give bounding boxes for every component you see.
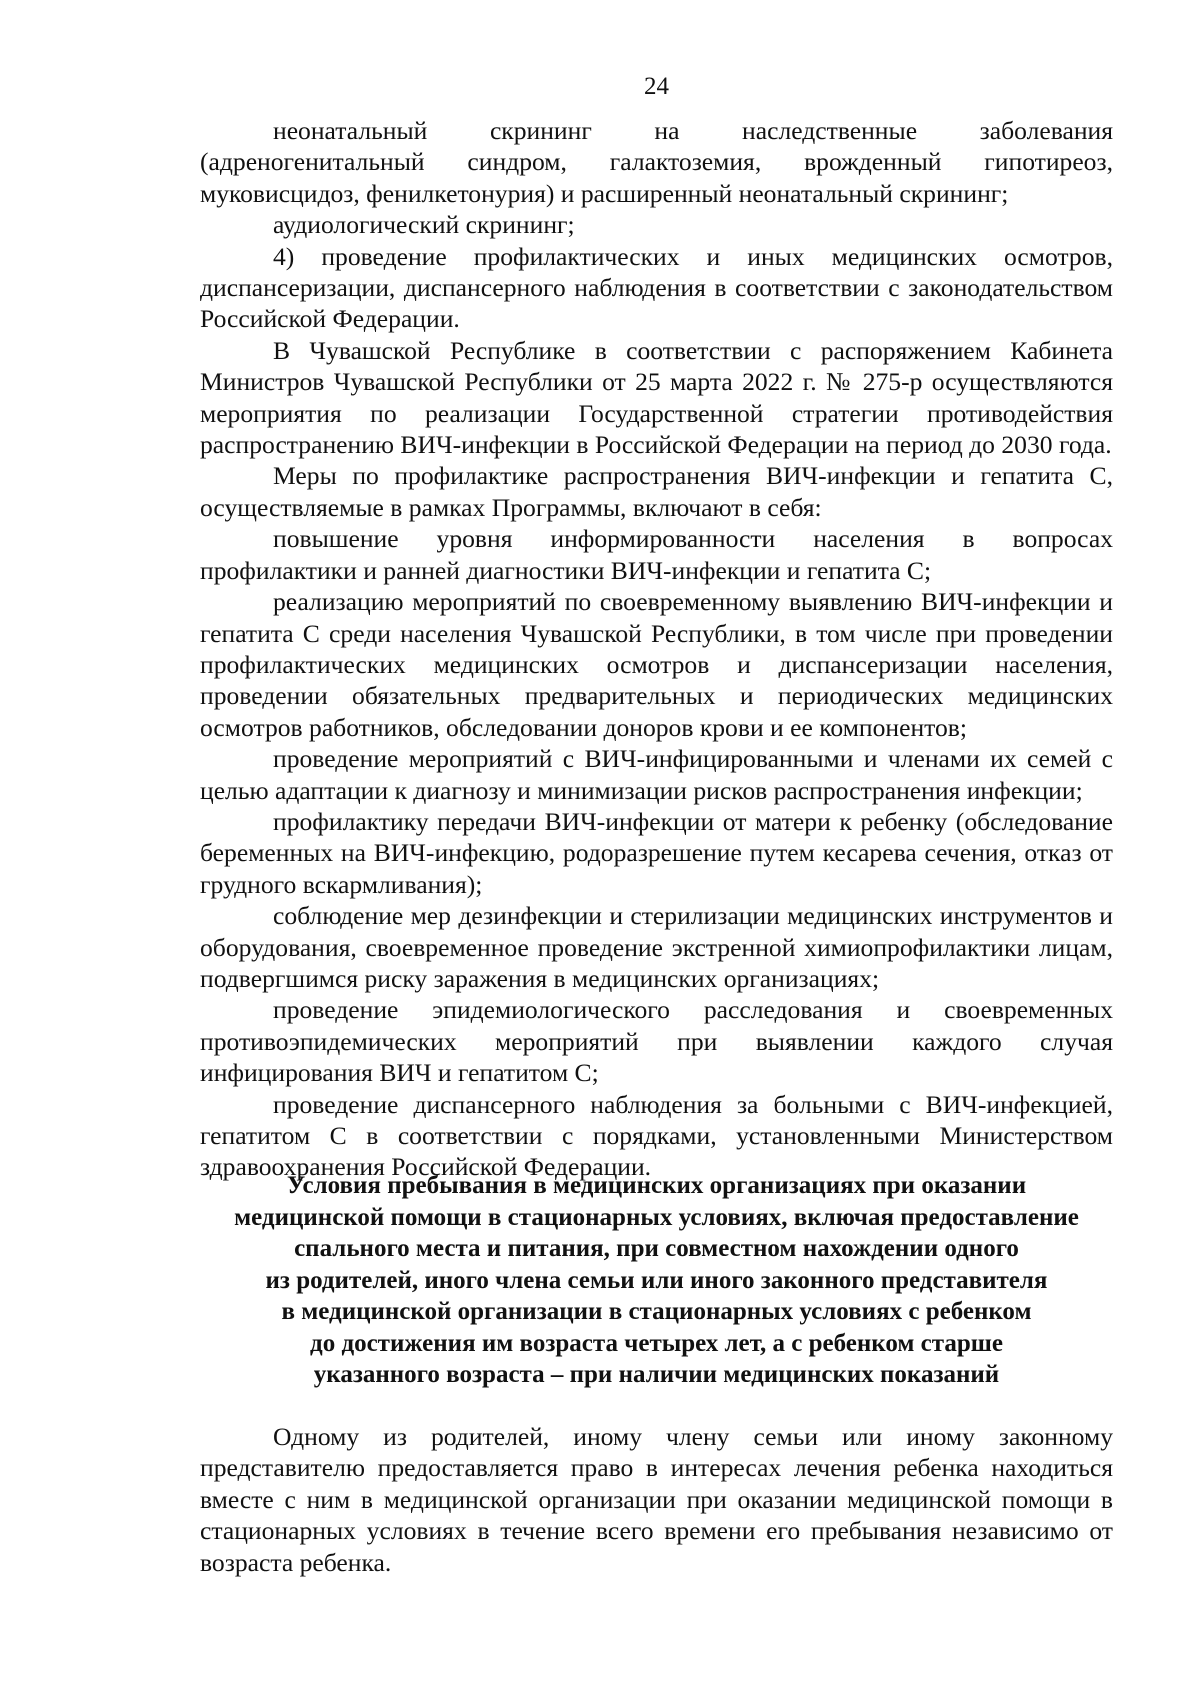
heading-line: спального места и питания, при совместном нахождении одного — [294, 1235, 1019, 1262]
paragraph: Меры по профилактике распространения ВИЧ-инфекции и гепатита С, осуществляемые в рамках Программы, включают в себя: — [200, 461, 1113, 522]
body-text — [200, 115, 1113, 1183]
paragraph: проведение эпидемиологического расследования и своевременных противоэпидемических мероприятий при выявлении каждого случая инфицирования ВИЧ и гепатитом С; — [200, 995, 1113, 1088]
paragraph: 4) проведение профилактических и иных медицинских осмотров, диспансеризации, диспансерного наблюдения в соответствии с законодательством Российской Федерации. — [200, 241, 1113, 334]
paragraph: проведение мероприятий с ВИЧ-инфицированными и членами их семей с целью адаптации к диагнозу и минимизации рисков распространения инфекции; — [200, 744, 1113, 805]
heading-line: из родителей, иного члена семьи или иного законного представителя — [265, 1266, 1048, 1294]
page-number: 24 — [644, 73, 669, 100]
paragraph: проведение диспансерного наблюдения за больными с ВИЧ-инфекцией, гепатитом С в соответствии с порядками, установленными Министерством здравоохранения Российской Федерации. — [200, 1089, 1113, 1182]
heading-line: до достижения им возраста четырех лет, а с ребенком старше — [310, 1329, 1003, 1357]
paragraph: В Чувашской Республике в соответствии с распоряжением Кабинета Министров Чувашской Республики от 25 марта 2022 г. № 275-р осуществляются мероприятия по реализации Государственной стратегии противодействия распространению ВИЧ-инфекции в Российской Федерации на период до 2030 года. — [200, 335, 1113, 460]
heading-line: указанного возраста – при наличии медицинских показаний — [313, 1361, 1000, 1388]
paragraph: повышение уровня информированности населения в вопросах профилактики и ранней диагностики ВИЧ-инфекции и гепатита С; — [200, 524, 1113, 585]
heading-line: Условия пребывания в медицинских организациях при оказании — [286, 1172, 1027, 1199]
heading-line: медицинской помощи в стационарных условиях, включая предоставление — [234, 1203, 1079, 1231]
paragraph: профилактику передачи ВИЧ-инфекции от матери к ребенку (обследование беременных на ВИЧ-инфекцию, родоразрешение путем кесарева сечения, отказ от грудного вскармливания); — [200, 806, 1113, 899]
section-heading — [200, 1170, 1113, 1391]
final-text — [200, 1421, 1113, 1578]
paragraph: реализацию мероприятий по своевременному выявлению ВИЧ-инфекции и гепатита С среди населения Чувашской Республики, в том числе при проведении профилактических медицинских осмотров и диспансеризации населения, проведении обязательных предварительных и периодических медицинских осмотров работников, обследовании доноров крови и ее компонентов; — [200, 587, 1113, 742]
paragraph: Одному из родителей, иному члену семьи или иному законному представителю предоставляется право в интересах лечения ребенка находиться вместе с ним в медицинской организации при оказании медицинской помощи в стационарных условиях в течение всего времени его пребывания независимо от возраста ребенка. — [200, 1422, 1113, 1577]
paragraph: аудиологический скрининг; — [273, 210, 575, 240]
paragraph: неонатальный скрининг на наследственные заболевания (адреногенитальный синдром, галактоземия, врожденный гипотиреоз, муковисцидоз, фенилкетонурия) и расширенный неонатальный скрининг; — [200, 116, 1113, 208]
paragraph: соблюдение мер дезинфекции и стерилизации медицинских инструментов и оборудования, своевременное проведение экстренной химиопрофилактики лицам, подвергшимся риску заражения в медицинских организациях; — [200, 901, 1113, 993]
heading-line: в медицинской организации в стационарных условиях с ребенком — [281, 1298, 1032, 1325]
